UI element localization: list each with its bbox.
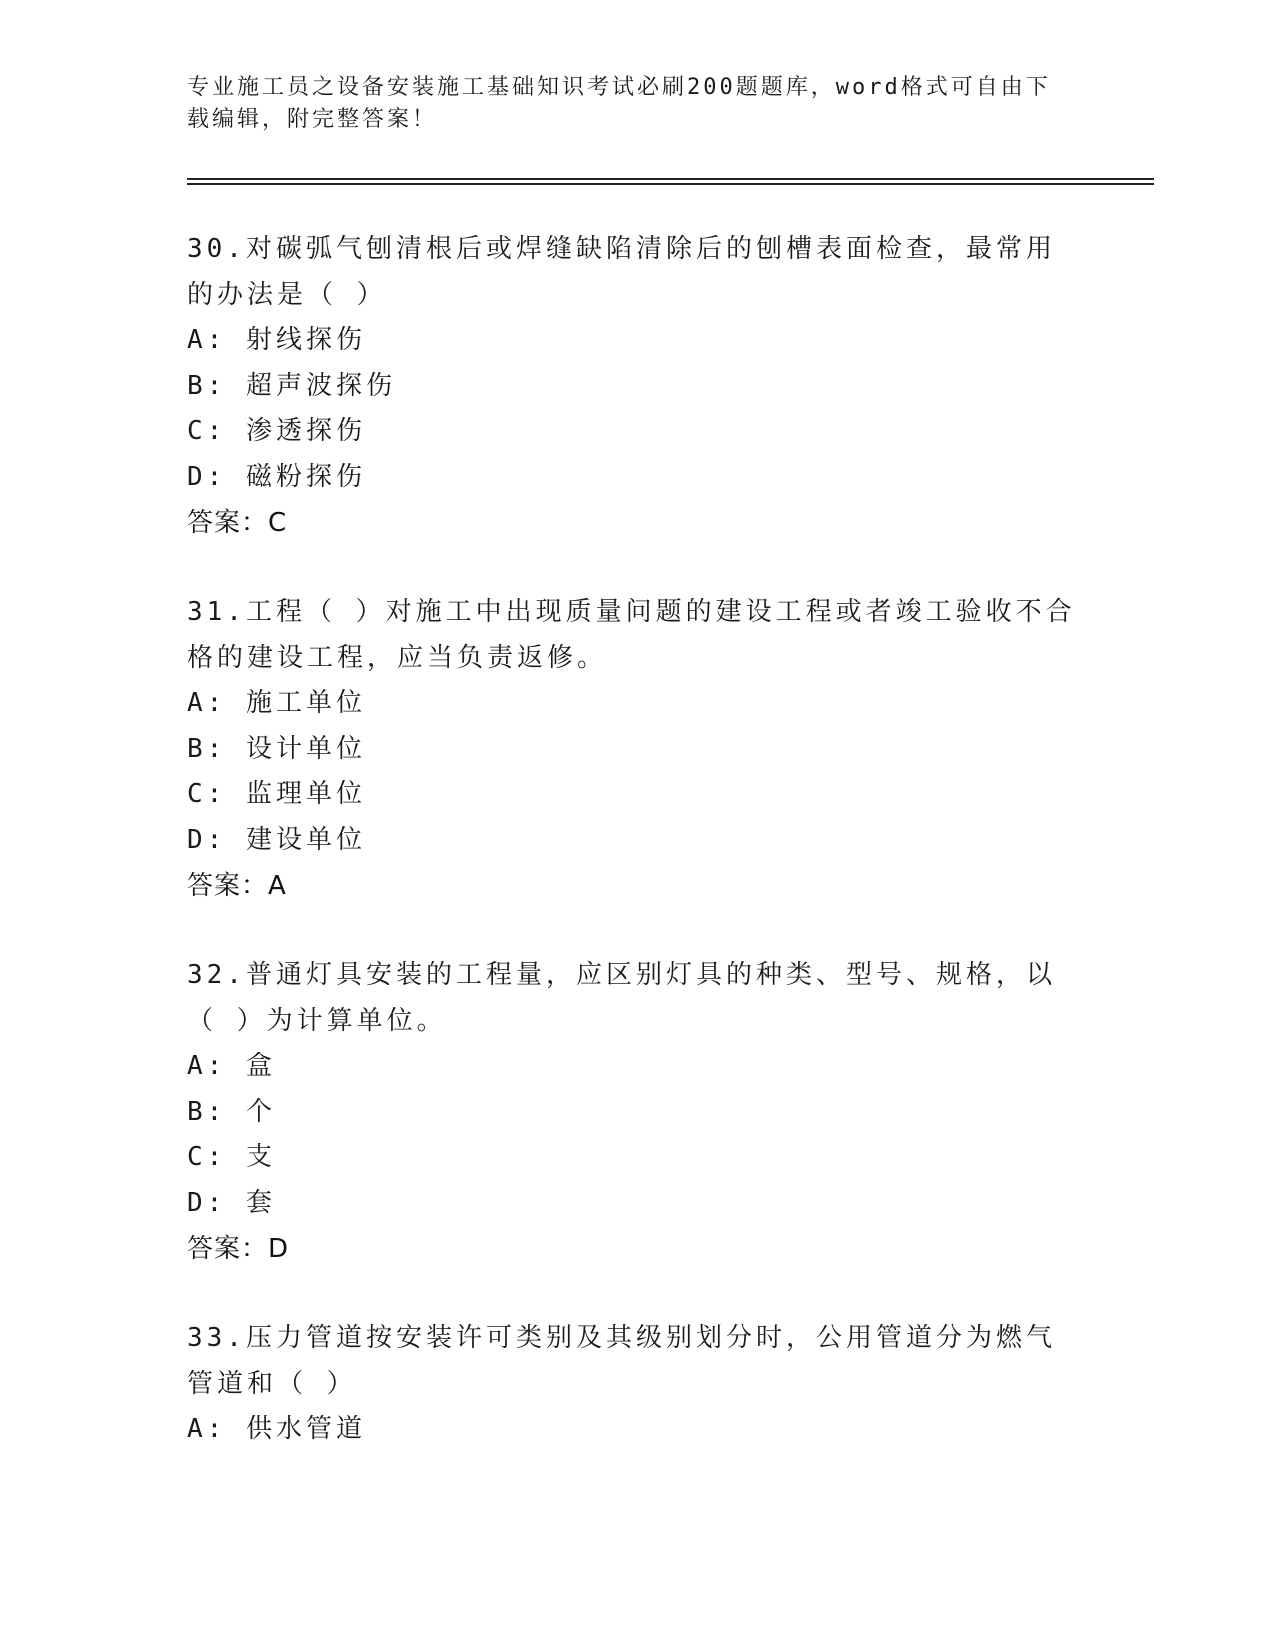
answer-label: 答案：C — [187, 508, 288, 538]
answer-label: 答案：A — [187, 871, 287, 901]
option-c: C: 监理单位 — [187, 779, 366, 809]
option-d: D: 套 — [187, 1187, 276, 1218]
option-d: D: 建设单位 — [187, 824, 366, 855]
question-stem: 33.压力管道按安装许可类别及其级别划分时，公用管道分为燃气管道和（ ） — [187, 1323, 1056, 1399]
question-33 — [187, 1315, 1077, 1453]
header-divider-bottom — [187, 183, 1154, 185]
option-b: B: 设计单位 — [187, 733, 366, 764]
option-a: A: 施工单位 — [187, 688, 366, 718]
option-a: A: 供水管道 — [187, 1414, 366, 1444]
question-stem: 30.对碳弧气刨清根后或焊缝缺陷清除后的刨槽表面检查，最常用的办法是（ ） — [187, 234, 1056, 310]
question-stem: 31.工程（ ）对施工中出现质量问题的建设工程或者竣工验收不合格的建设工程，应当负责返修。 — [187, 597, 1076, 673]
option-b: B: 个 — [187, 1096, 276, 1127]
option-c: C: 支 — [187, 1142, 276, 1172]
question-31 — [187, 589, 1077, 909]
question-stem: 32.普通灯具安装的工程量，应区别灯具的种类、型号、规格，以（ ）为计算单位。 — [187, 960, 1056, 1036]
header-divider-top — [187, 178, 1154, 180]
answer-label: 答案：D — [187, 1234, 290, 1264]
question-30 — [187, 226, 1077, 546]
option-a: A: 盒 — [187, 1051, 276, 1081]
question-32 — [187, 952, 1077, 1272]
document-header: 专业施工员之设备安装施工基础知识考试必刷200题题库，word格式可自由下载编辑，附完整答案！ — [187, 75, 1051, 132]
option-b: B: 超声波探伤 — [187, 370, 396, 401]
option-a: A: 射线探伤 — [187, 325, 366, 355]
option-c: C: 渗透探伤 — [187, 416, 366, 446]
option-d: D: 磁粉探伤 — [187, 461, 366, 492]
